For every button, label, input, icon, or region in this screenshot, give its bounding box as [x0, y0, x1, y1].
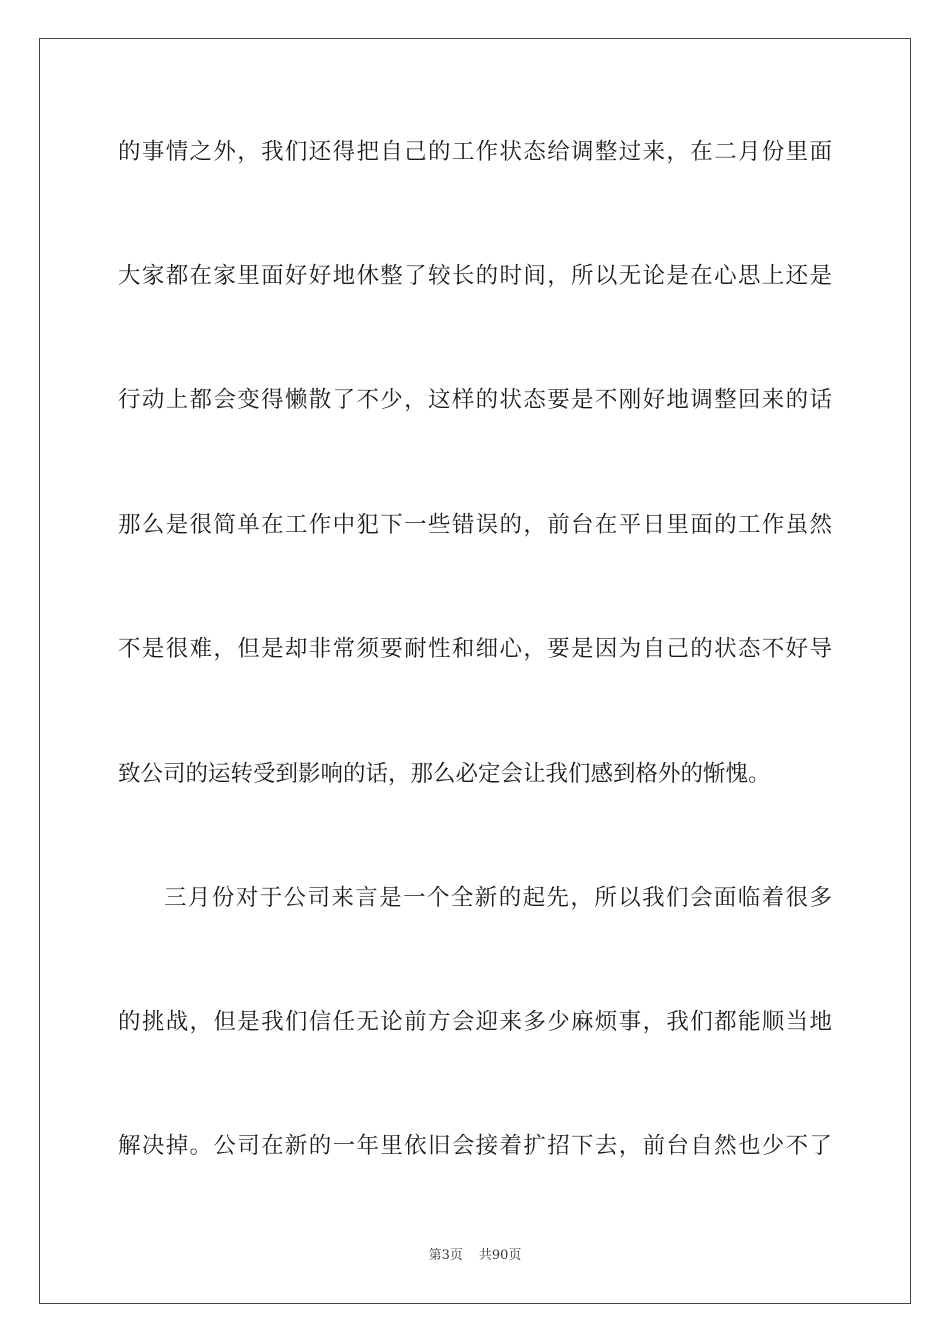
page-footer [0, 1246, 950, 1266]
page-border [39, 38, 911, 1304]
body-text-line: 那么是很简单在工作中犯下一些错误的，前台在平日里面的工作虽然 [118, 512, 832, 538]
body-text-line: 致公司的运转受到影响的话，那么必定会让我们感到格外的惭愧。 [118, 761, 771, 787]
body-text-line: 的挑战，但是我们信任无论前方会迎来多少麻烦事，我们都能顺当地 [118, 1009, 832, 1035]
body-text-line: 大家都在家里面好好地休整了较长的时间，所以无论是在心思上还是 [118, 263, 832, 289]
body-text-line: 解决掉。公司在新的一年里依旧会接着扩招下去，前台自然也少不了 [118, 1133, 832, 1159]
page-total: 共90页 [478, 1248, 522, 1263]
body-text-line: 不是很难，但是却非常须要耐性和细心，要是因为自己的状态不好导 [118, 636, 832, 662]
body-text-line: 行动上都会变得懒散了不少，这样的状态要是不刚好地调整回来的话 [118, 387, 832, 413]
body-text-line: 的事情之外，我们还得把自己的工作状态给调整过来，在二月份里面 [118, 139, 832, 165]
page-number: 第3页 [428, 1248, 463, 1263]
paragraph-first-line: 三月份对于公司来言是一个全新的起先，所以我们会面临着很多 [164, 885, 832, 911]
